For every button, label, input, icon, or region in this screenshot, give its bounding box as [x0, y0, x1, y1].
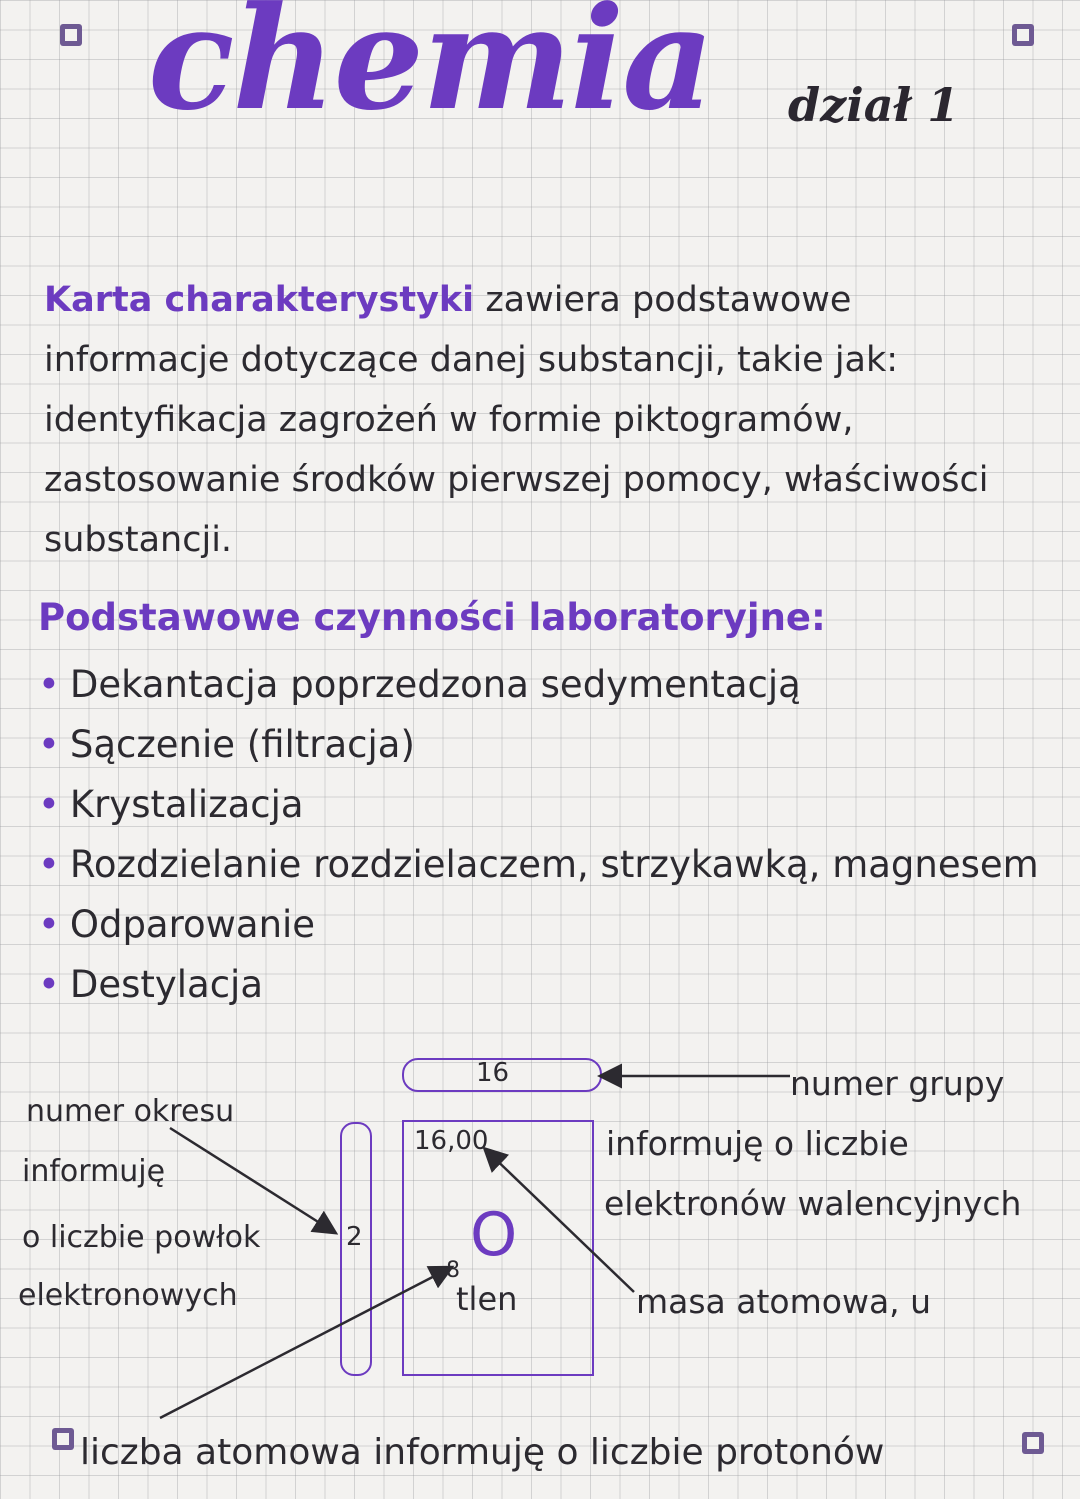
- period-arrow: [170, 1128, 334, 1232]
- list-item: • Sączenie (filtracja): [38, 715, 1039, 775]
- list-item: • Rozdzielanie rozdzielaczem, strzykawką, magnesem: [38, 835, 1039, 895]
- group-label: numer grupy: [790, 1064, 1005, 1103]
- page-subtitle: dział 1: [788, 78, 960, 132]
- group-info-line: informuję o liczbie: [606, 1124, 909, 1163]
- intro-line: informacje dotyczące danej substancji, takie jak:: [44, 340, 899, 380]
- period-info-line: o liczbie powłok: [22, 1220, 261, 1255]
- group-info-line: elektronów walencyjnych: [604, 1184, 1022, 1223]
- mass-arrow: [486, 1150, 634, 1292]
- list-item: • Destylacja: [38, 955, 1039, 1015]
- period-info-line: elektronowych: [18, 1278, 238, 1313]
- list-item: • Dekantacja poprzedzona sedymentacją: [38, 655, 1039, 715]
- period-info-line: informuję: [22, 1154, 166, 1189]
- atomic-number-arrow: [160, 1268, 450, 1418]
- atomic-number: 8: [446, 1258, 460, 1283]
- list-item: • Krystalizacja: [38, 775, 1039, 835]
- period-label: numer okresu: [26, 1094, 235, 1129]
- intro-line: zastosowanie środków pierwszej pomocy, właściwości: [44, 460, 989, 500]
- intro-highlight: Karta charakterystyki: [44, 280, 475, 320]
- period-number: 2: [346, 1222, 363, 1252]
- element-symbol: O: [470, 1200, 518, 1270]
- intro-line: substancji.: [44, 520, 233, 560]
- group-number: 16: [476, 1058, 510, 1088]
- element-name: tlen: [456, 1280, 518, 1318]
- intro-line-text: zawiera podstawowe: [485, 280, 852, 320]
- mass-label: masa atomowa, u: [636, 1282, 932, 1321]
- atomic-mass: 16,00: [414, 1126, 489, 1156]
- list-item: • Odparowanie: [38, 895, 1039, 955]
- atomic-number-note: liczba atomowa informuję o liczbie protonów: [80, 1432, 885, 1473]
- lab-heading: Podstawowe czynności laboratoryjne:: [38, 596, 826, 639]
- page-title: chemia: [148, 0, 713, 142]
- intro-line: identyfikacja zagrożeń w formie piktogramów,: [44, 400, 854, 440]
